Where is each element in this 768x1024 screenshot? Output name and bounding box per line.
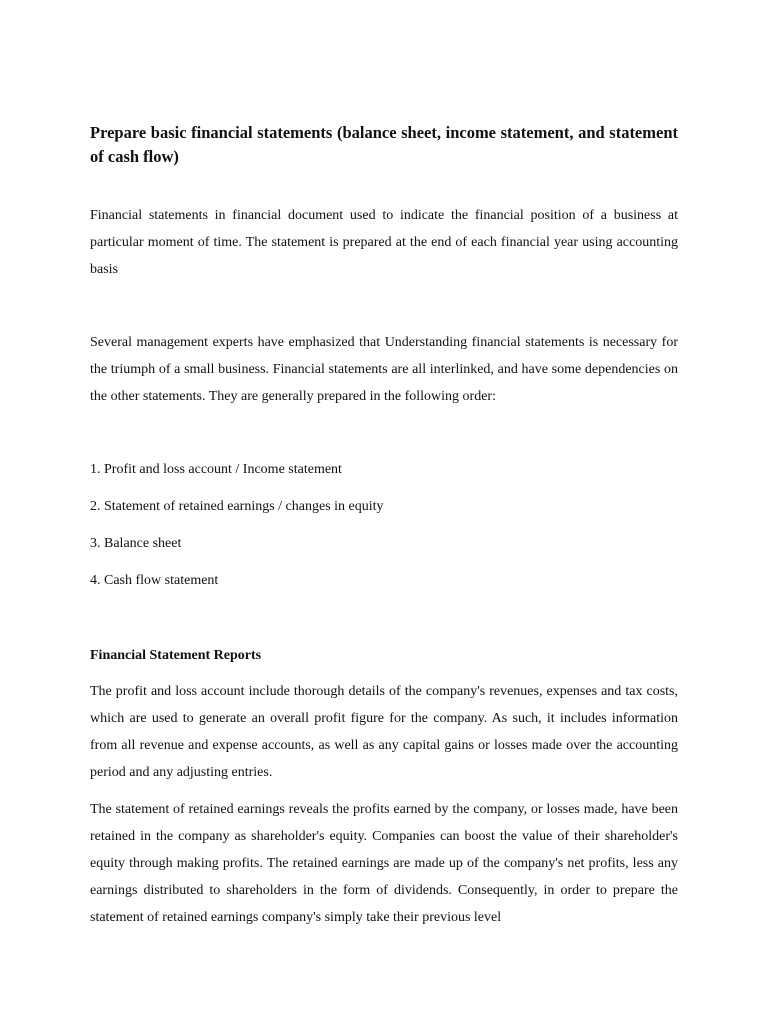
list-item: 3. Balance sheet [90,536,182,551]
list-item: 4. Cash flow statement [90,573,219,588]
list-item: 2. Statement of retained earnings / changes in equity [90,499,384,514]
management-paragraph: Several management experts have emphasized that Understanding financial statements is necessary for the triumph of a small business. Financial statements are all interlinked, and have some dependencies on the other statements. They are generally prepared in the following order: [90,335,678,404]
section-heading: Financial Statement Reports [90,648,262,663]
retained-earnings-paragraph: The statement of retained earnings reveals the profits earned by the company, or losses made, have been retained in the company as shareholder's equity. Companies can boost the value of their shareholder's equity through making profits. The retained earnings are made up of the company's net profits, less any earnings distributed to shareholders in the form of dividends. Consequently, in order to prepare the statement of retained earnings company's simply take their previous level [90,802,678,925]
profit-loss-paragraph: The profit and loss account include thorough details of the company's revenues, expenses and tax costs, which are used to generate an overall profit figure for the company. As such, it includes information from all revenue and expense accounts, as well as any capital gains or losses made over the accounting period and any adjusting entries. [90,684,678,780]
intro-paragraph: Financial statements in financial document used to indicate the financial position of a business at particular moment of time. The statement is prepared at the end of each financial year using accounting basis [90,208,678,277]
document-title: Prepare basic financial statements (balance sheet, income statement, and statement of cash flow) [90,123,678,166]
list-item: 1. Profit and loss account / Income statement [90,462,342,477]
